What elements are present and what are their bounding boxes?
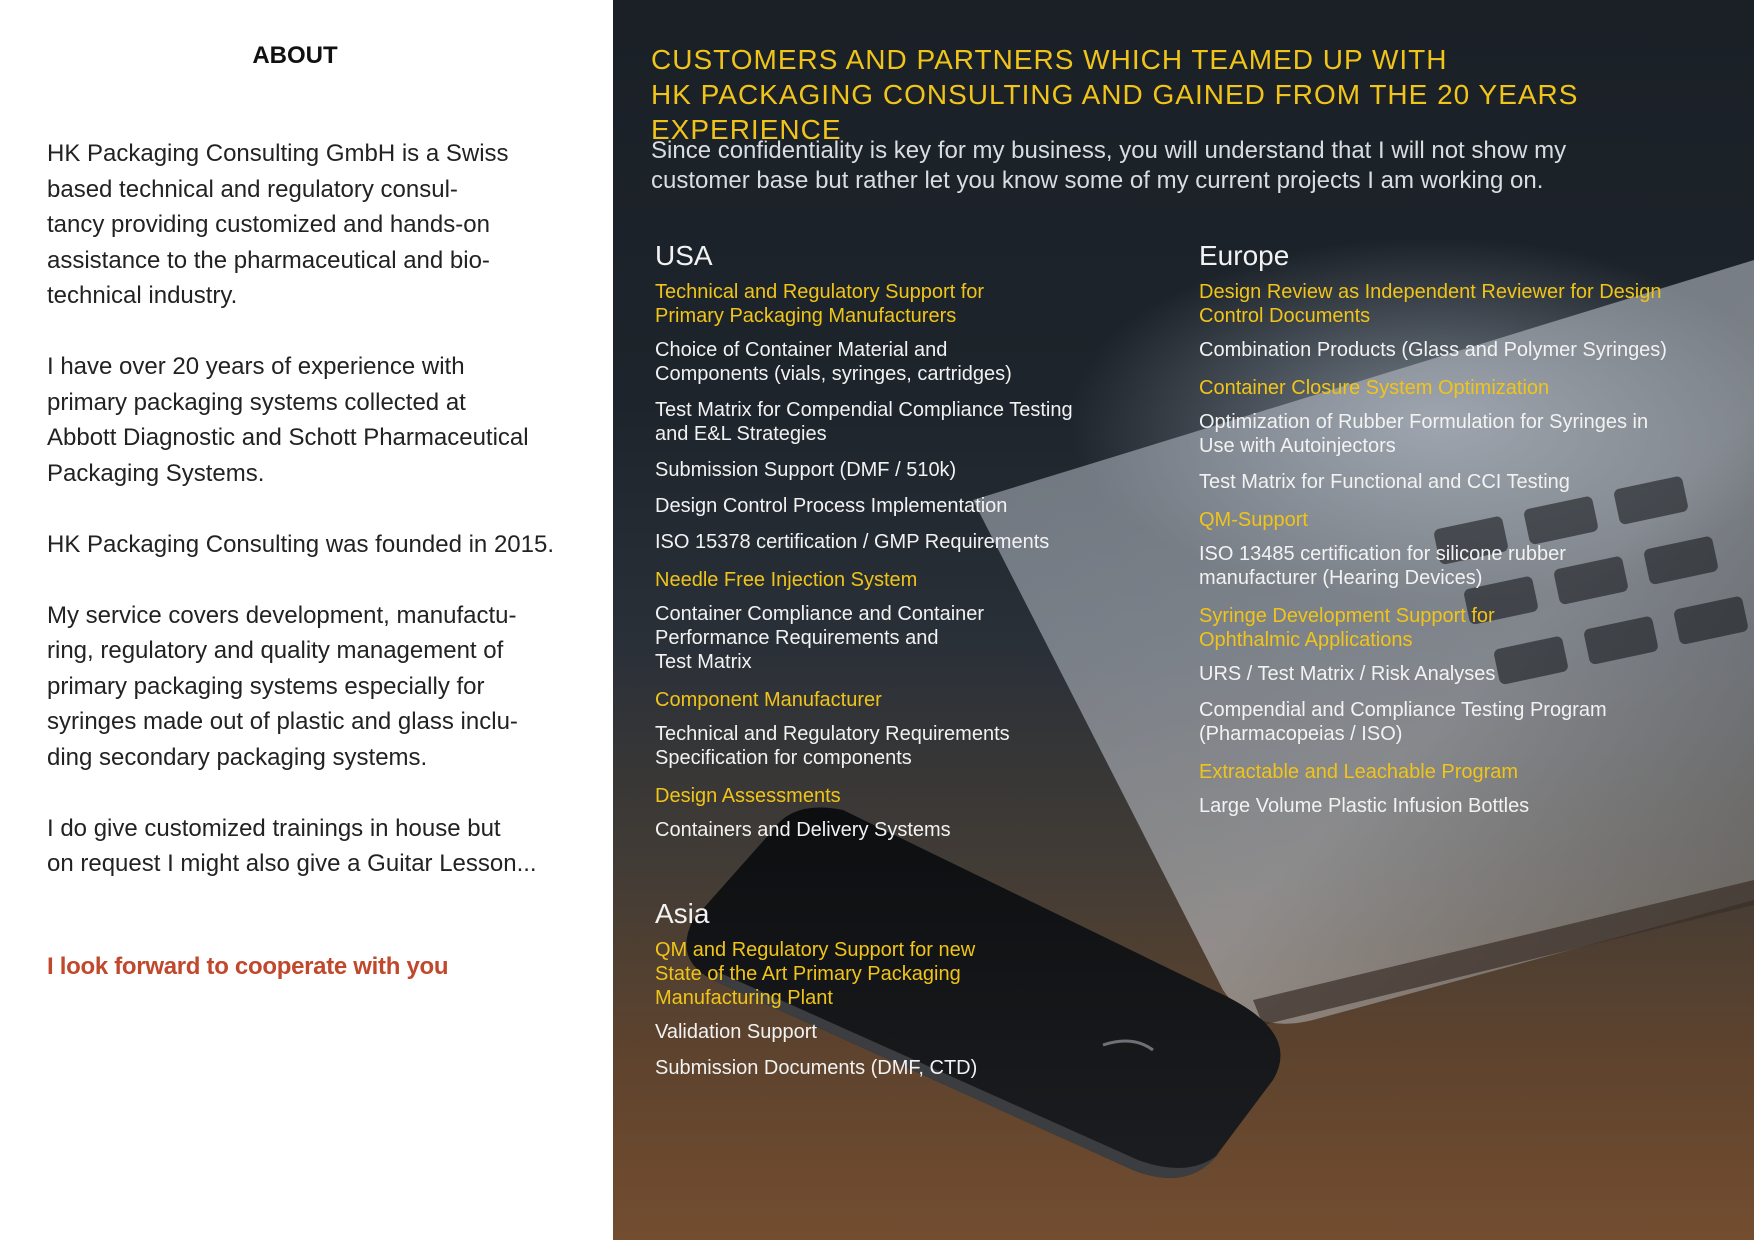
about-paragraph: HK Packaging Consulting was founded in 2015. — [47, 530, 554, 558]
about-paragraph: I do give customized trainings in house but on request I might also give a Guitar Lesson... — [47, 814, 537, 877]
region-title: Asia — [655, 898, 710, 929]
region-title: Europe — [1199, 240, 1290, 271]
region-title: USA — [655, 240, 713, 271]
about-panel — [0, 0, 613, 1240]
project-item: ISO 13485 certification for silicone rubber manufacturer (Hearing Devices) — [1199, 543, 1566, 589]
region-usa — [655, 240, 1135, 842]
customers-intro: Since confidentiality is key for my business, you will understand that I will not show my customer base but rather let you know some of my current projects I am working on. — [651, 137, 1567, 194]
project-title: Design Assessments — [655, 785, 841, 807]
about-heading: ABOUT — [252, 42, 338, 69]
region-europe — [1199, 240, 1739, 818]
project-item: Test Matrix for Compendial Compliance Testing and E&L Strategies — [655, 399, 1073, 445]
customers-panel — [613, 0, 1754, 1240]
project-item: Technical and Regulatory Requirements Specification for components — [655, 723, 1010, 769]
project-item: Optimization of Rubber Formulation for Syringes in Use with Autoinjectors — [1199, 411, 1649, 457]
project-item: Combination Products (Glass and Polymer Syringes) — [1199, 339, 1667, 361]
project-item: Test Matrix for Functional and CCI Testing — [1199, 471, 1570, 493]
about-paragraph: I have over 20 years of experience with primary packaging systems collected at Abbott Diagnostic and Schott Pharmaceutical Packaging Systems. — [47, 353, 529, 487]
project-item: Compendial and Compliance Testing Program (Pharmacopeias / ISO) — [1199, 699, 1607, 745]
project-item: Submission Support (DMF / 510k) — [655, 459, 957, 481]
project-title: QM-Support — [1199, 509, 1308, 531]
project-item: Choice of Container Material and Components (vials, syringes, cartridges) — [655, 339, 1012, 385]
project-title: Needle Free Injection System — [655, 569, 918, 591]
project-title: Technical and Regulatory Support for Primary Packaging Manufacturers — [655, 281, 985, 327]
project-item: Container Compliance and Container Performance Requirements and Test Matrix — [655, 603, 985, 673]
about-paragraph: My service covers development, manufactu- ring, regulatory and quality management of primary packaging systems especially for syringes made out of plastic and glass inclu- ding secondary packaging systems. — [47, 601, 518, 771]
project-title: Design Review as Independent Reviewer for Design Control Documents — [1199, 281, 1662, 327]
project-title: Syringe Development Support for Ophthalmic Applications — [1199, 605, 1495, 651]
project-item: Design Control Process Implementation — [655, 495, 1008, 517]
project-item: URS / Test Matrix / Risk Analyses — [1199, 663, 1496, 685]
closing-statement: I look forward to cooperate with you — [47, 953, 449, 980]
project-title: QM and Regulatory Support for new State of the Art Primary Packaging Manufacturing Plant — [655, 939, 976, 1009]
about-paragraph: HK Packaging Consulting GmbH is a Swiss based technical and regulatory consul- tancy providing customized and hands-on assistance to the pharmaceutical and bio- technical industry. — [47, 140, 509, 309]
project-item: ISO 15378 certification / GMP Requirements — [655, 531, 1050, 553]
about-body — [47, 136, 567, 917]
project-item: Containers and Delivery Systems — [655, 819, 951, 841]
project-title: Container Closure System Optimization — [1199, 377, 1550, 399]
project-title: Component Manufacturer — [655, 689, 882, 711]
customers-heading: CUSTOMERS AND PARTNERS WHICH TEAMED UP WITH HK PACKAGING CONSULTING AND GAINED FROM THE 20 YEARS EXPERIENCE — [651, 44, 1579, 145]
project-item: Large Volume Plastic Infusion Bottles — [1199, 795, 1530, 817]
project-title: Extractable and Leachable Program — [1199, 761, 1519, 783]
project-item: Validation Support — [655, 1021, 817, 1043]
region-asia — [655, 898, 1135, 1080]
project-item: Submission Documents (DMF, CTD) — [655, 1057, 978, 1079]
